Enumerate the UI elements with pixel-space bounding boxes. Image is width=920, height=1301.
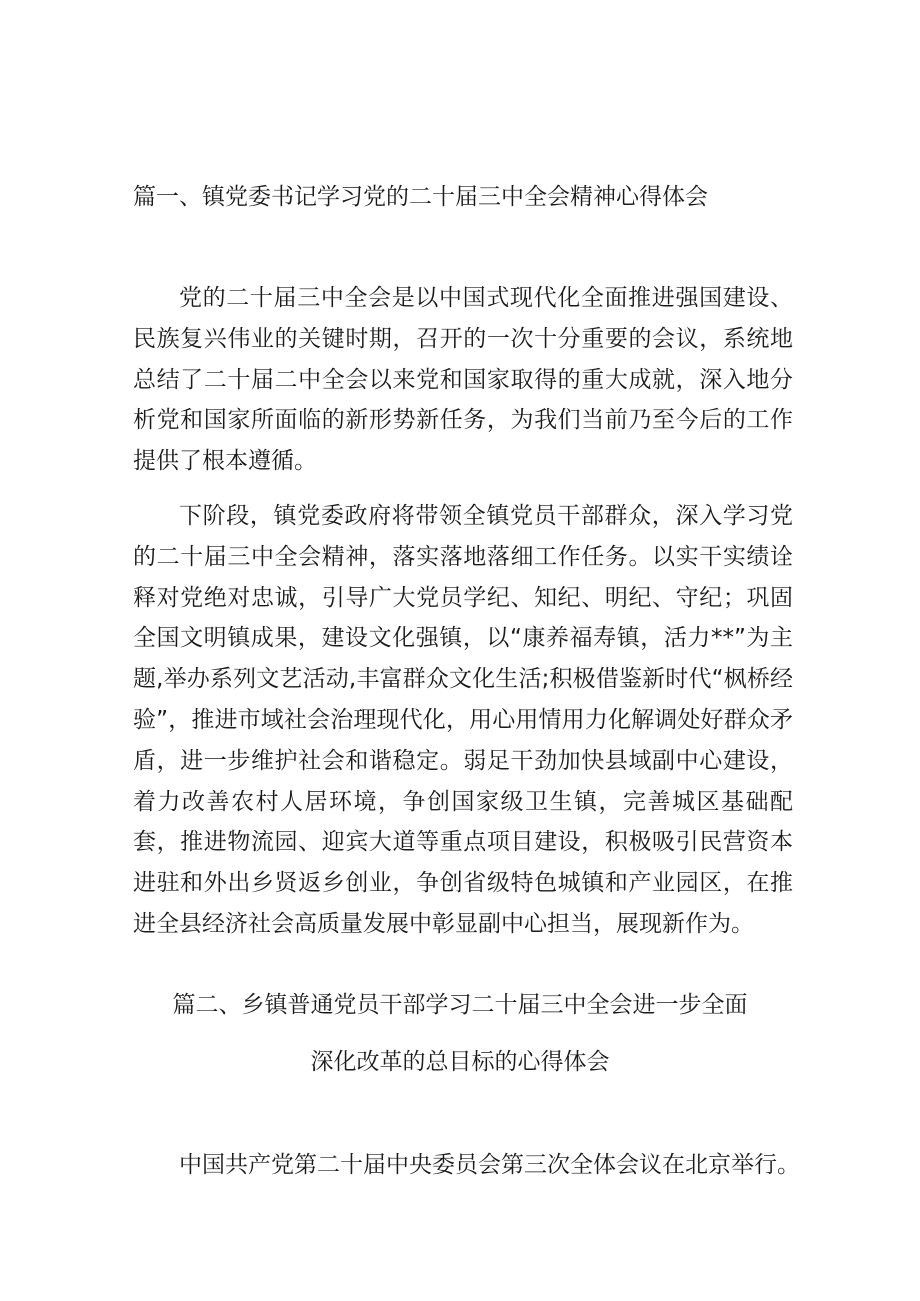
section-2-title-line-1: 篇二、乡镇普通党员干部学习二十届三中全会进一步全面 xyxy=(172,992,748,1018)
section-1-title: 篇一、镇党委书记学习党的二十届三中全会精神心得体会 xyxy=(133,184,708,210)
section-2-paragraph-1: 中国共产党第二十届中央委员会第三次全体会议在北京举行。 xyxy=(179,1152,800,1178)
section-1-paragraph-2: 下阶段，镇党委政府将带领全镇党员干部群众，深入学习党的二十届三中全会精神，落实落地落细工作任务。以实干实绩诠释对党绝对忠诚，引导广大党员学纪、知纪、明纪、守纪；巩固全国文明镇成果，建设文化强镇，以“康养福寿镇，活力**”为主题,举办系列文艺活动,丰富群众文化生活;积极借鉴新时代“枫桥经验”，推进市域社会治理现代化，用心用情用力化解调处好群众矛盾，进一步维护社会和谐稳定。弱足干劲加快县域副中心建设，着力改善农村人居环境，争创国家级卫生镇，完善城区基础配套，推进物流园、迎宾大道等重点项目建设，积极吸引民营资本进驻和外出乡贤返乡创业，争创省级特色城镇和产业园区，在推进全县经济社会高质量发展中彰显副中心担当，展现新作为。 xyxy=(133,503,793,937)
section-1-paragraph-1: 党的二十届三中全会是以中国式现代化全面推进强国建设、民族复兴伟业的关键时期，召开的一次十分重要的会议，系统地总结了二十届二中全会以来党和国家取得的重大成就，深入地分析党和国家所面临的新形势新任务，为我们当前乃至今后的工作提供了根本遵循。 xyxy=(133,285,793,475)
section-2-title-line-2: 深化改革的总目标的心得体会 xyxy=(310,1049,610,1075)
